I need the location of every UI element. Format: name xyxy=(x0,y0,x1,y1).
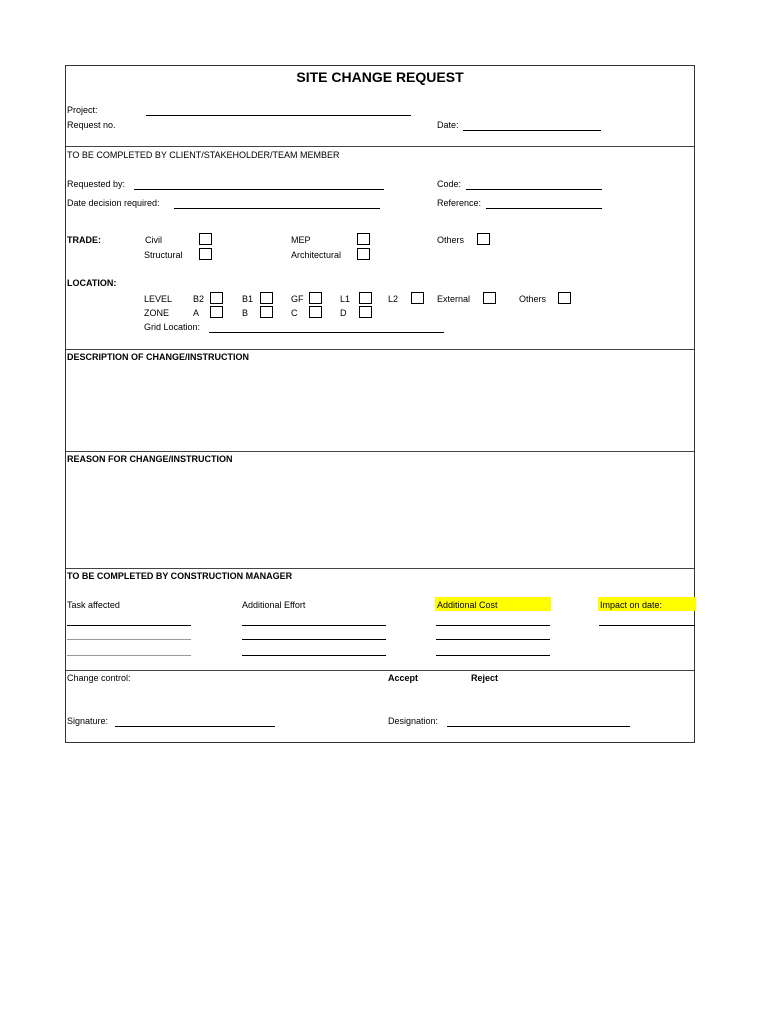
reason-area[interactable] xyxy=(66,468,694,566)
request-no-label: Request no. xyxy=(67,120,116,130)
level-l2-checkbox[interactable] xyxy=(411,292,424,304)
trade-mep-checkbox[interactable] xyxy=(357,233,370,245)
grid-location-label: Grid Location: xyxy=(144,322,201,332)
code-label: Code: xyxy=(437,179,462,189)
level-external-label: External xyxy=(437,294,471,304)
code-field[interactable] xyxy=(466,189,602,190)
trade-label: TRADE: xyxy=(67,235,101,245)
level-l1-checkbox[interactable] xyxy=(359,292,372,304)
level-others-label: Others xyxy=(519,294,547,304)
section-divider xyxy=(66,568,694,569)
task-affected-label: Task affected xyxy=(67,600,120,610)
project-label: Project: xyxy=(67,105,98,115)
reason-heading: REASON FOR CHANGE/INSTRUCTION xyxy=(67,454,233,464)
level-gf-label: GF xyxy=(291,294,304,304)
reject-option[interactable]: Reject xyxy=(471,673,499,683)
designation-label: Designation: xyxy=(388,716,439,726)
level-external-checkbox[interactable] xyxy=(483,292,496,304)
reference-field[interactable] xyxy=(486,208,602,209)
zone-b-label: B xyxy=(242,308,249,318)
task-affected-field[interactable] xyxy=(67,625,191,626)
description-area[interactable] xyxy=(66,366,694,450)
additional-effort-field[interactable] xyxy=(242,639,386,640)
section-divider xyxy=(66,670,694,671)
section-divider xyxy=(66,146,694,147)
level-l2-label: L2 xyxy=(388,294,399,304)
date-decision-label: Date decision required: xyxy=(67,198,160,208)
level-label: LEVEL xyxy=(144,294,173,304)
date-decision-field[interactable] xyxy=(174,208,380,209)
date-field[interactable] xyxy=(463,130,601,131)
trade-mep-label: MEP xyxy=(291,235,311,245)
level-gf-checkbox[interactable] xyxy=(309,292,322,304)
level-l1-label: L1 xyxy=(340,294,351,304)
grid-location-field[interactable] xyxy=(209,332,444,333)
task-affected-field[interactable] xyxy=(67,639,191,640)
designation-field[interactable] xyxy=(447,726,630,727)
project-field[interactable] xyxy=(146,115,411,116)
zone-d-label: D xyxy=(340,308,347,318)
level-b1-label: B1 xyxy=(242,294,254,304)
change-control-label: Change control: xyxy=(67,673,131,683)
additional-effort-field[interactable] xyxy=(242,625,386,626)
level-others-checkbox[interactable] xyxy=(558,292,571,304)
zone-c-checkbox[interactable] xyxy=(309,306,322,318)
trade-architectural-label: Architectural xyxy=(291,250,342,260)
trade-structural-label: Structural xyxy=(144,250,183,260)
trade-structural-checkbox[interactable] xyxy=(199,248,212,260)
client-section-heading: TO BE COMPLETED BY CLIENT/STAKEHOLDER/TEAM MEMBER xyxy=(67,150,340,160)
impact-on-date-label: Impact on date: xyxy=(600,600,663,610)
trade-others-checkbox[interactable] xyxy=(477,233,490,245)
additional-cost-label: Additional Cost xyxy=(437,600,498,610)
task-affected-field[interactable] xyxy=(67,655,191,656)
zone-a-label: A xyxy=(193,308,200,318)
signature-field[interactable] xyxy=(115,726,275,727)
zone-label: ZONE xyxy=(144,308,170,318)
additional-cost-field[interactable] xyxy=(436,625,550,626)
impact-on-date-field[interactable] xyxy=(599,625,695,626)
requested-by-field[interactable] xyxy=(134,189,384,190)
reference-label: Reference: xyxy=(437,198,482,208)
requested-by-label: Requested by: xyxy=(67,179,126,189)
form-title: SITE CHANGE REQUEST xyxy=(296,69,464,85)
construction-heading: TO BE COMPLETED BY CONSTRUCTION MANAGER xyxy=(67,571,293,581)
trade-others-label: Others xyxy=(437,235,465,245)
trade-architectural-checkbox[interactable] xyxy=(357,248,370,260)
additional-cost-field[interactable] xyxy=(436,639,550,640)
signature-label: Signature: xyxy=(67,716,109,726)
zone-d-checkbox[interactable] xyxy=(359,306,372,318)
accept-option[interactable]: Accept xyxy=(388,673,419,683)
additional-effort-label: Additional Effort xyxy=(242,600,306,610)
section-divider xyxy=(66,451,694,452)
additional-effort-field[interactable] xyxy=(242,655,386,656)
location-label: LOCATION: xyxy=(67,278,117,288)
section-divider xyxy=(66,349,694,350)
trade-civil-label: Civil xyxy=(145,235,162,245)
zone-c-label: C xyxy=(291,308,298,318)
level-b2-label: B2 xyxy=(193,294,205,304)
zone-a-checkbox[interactable] xyxy=(210,306,223,318)
trade-civil-checkbox[interactable] xyxy=(199,233,212,245)
level-b1-checkbox[interactable] xyxy=(260,292,273,304)
description-heading: DESCRIPTION OF CHANGE/INSTRUCTION xyxy=(67,352,250,362)
site-change-request-form xyxy=(65,65,695,743)
level-b2-checkbox[interactable] xyxy=(210,292,223,304)
date-label: Date: xyxy=(437,120,459,130)
zone-b-checkbox[interactable] xyxy=(260,306,273,318)
additional-cost-field[interactable] xyxy=(436,655,550,656)
